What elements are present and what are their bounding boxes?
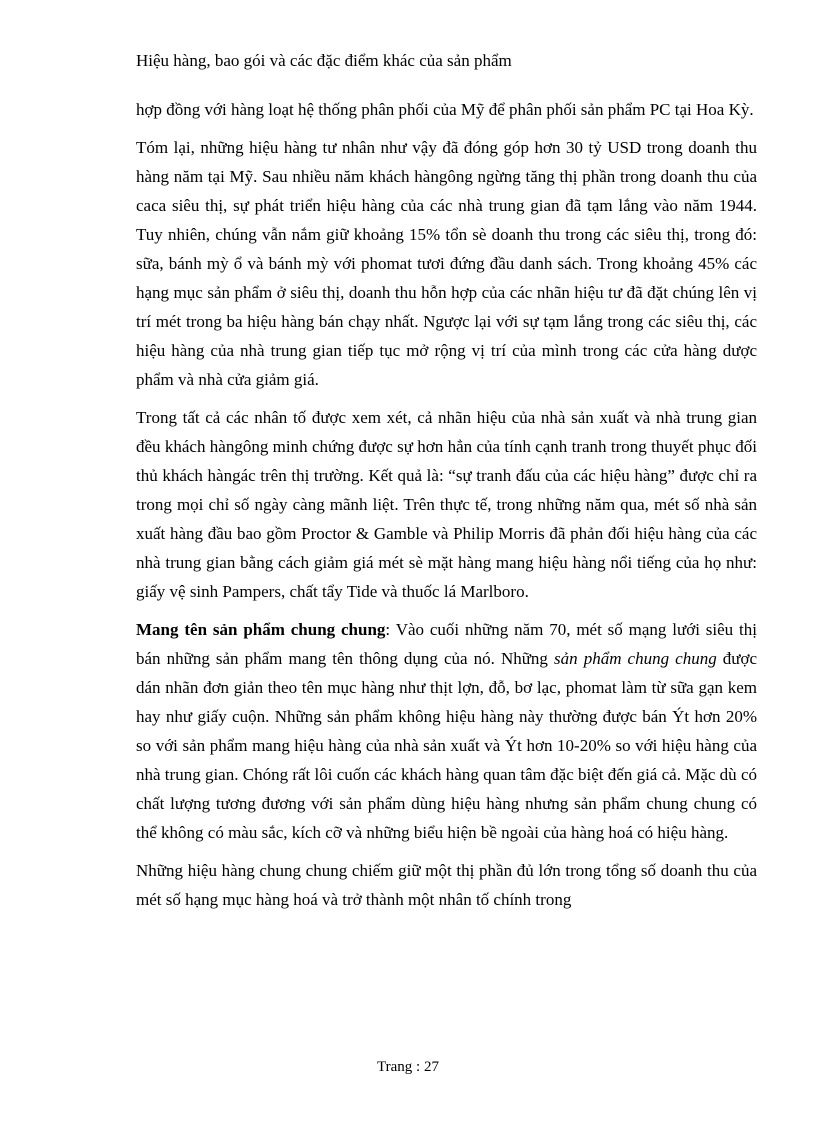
paragraph-4 — [136, 615, 757, 847]
italic-generic-products: sản phẩm chung chung — [554, 649, 717, 668]
page-body — [136, 95, 757, 923]
paragraph-4-text-b: được dán nhãn đơn giản theo tên mục hàng như thịt lợn, đỗ, bơ lạc, phomat làm từ sữa gạn kem hay như giấy cuộn. Những sản phẩm không hiệu hàng này thường được bán Ýt hơn 20% so với sản phẩm mang hiệu hàng của nhà sản xuất và Ýt hơn 10-20% so với hiệu hàng của nhà trung gian. Chóng rất lôi cuốn các khách hàng quan tâm đặc biệt đến giá cả. Mặc dù có chất lượng tương đương với sản phẩm dùng hiệu hàng nhưng sản phẩm chung chung có thể không có màu sắc, kích cỡ và những biểu hiện bề ngoài của hàng hoá có hiệu hàng. — [136, 649, 758, 842]
term-generic-products: Mang tên sản phẩm chung chung — [136, 620, 386, 639]
paragraph-2: Tóm lại, những hiệu hàng tư nhân như vậy đã đóng góp hơn 30 tỷ USD trong doanh thu hàng năm tại Mỹ. Sau nhiều năm khách hàngông ngừng tăng thị phần trong doanh thu của caca siêu thị, sự phát triển hiệu hàng của các nhà trung gian đã tạm lắng vào năm 1944. Tuy nhiên, chúng vẫn nắm giữ khoảng 15% tổn sè doanh thu trong các siêu thị, trong đó: sữa, bánh mỳ ổ và bánh mỳ với phomat tươi đứng đầu danh sách. Trong khoảng 45% các hạng mục sản phẩm ở siêu thị, doanh thu hỗn hợp của các nhãn hiệu tư đã đặt chúng lên vị trí mét trong ba hiệu hàng bán chạy nhất. Ngược lại với sự tạm lắng trong các siêu thị, các hiệu hàng của nhà trung gian tiếp tục mở rộng vị trí của mình trong các cửa hàng dược phẩm và nhà cửa giảm giá. — [136, 138, 757, 389]
page-header: Hiệu hàng, bao gói và các đặc điểm khác của sản phẩm — [136, 51, 512, 70]
paragraph-3: Trong tất cả các nhân tố được xem xét, cả nhãn hiệu của nhà sản xuất và nhà trung gian đều khách hàngông minh chứng được sự hơn hẳn của tính cạnh tranh trong thuyết phục đối thủ khách hàngác trên thị trường. Kết quả là: “sự tranh đấu của các hiệu hàng” được chỉ ra trong mọi chỉ số ngày càng mãnh liệt. Trên thực tế, trong những năm qua, mét số nhà sản xuất hàng đầu bao gồm Proctor & Gamble và Philip Morris đã phản đối hiệu hàng của các nhà trung gian bằng cách giảm giá mét sè mặt hàng mang hiệu hàng nổi tiếng của họ như: giấy vệ sinh Pampers, chất tẩy Tide và thuốc lá Marlboro. — [136, 408, 757, 601]
page-number: Trang : 27 — [377, 1059, 439, 1075]
paragraph-1: hợp đồng với hàng loạt hệ thống phân phối của Mỹ để phân phối sản phẩm PC tại Hoa Kỳ. — [136, 100, 754, 119]
paragraph-5: Những hiệu hàng chung chung chiếm giữ một thị phần đủ lớn trong tổng số doanh thu của mét số hạng mục hàng hoá và trở thành một nhân tố chính trong — [136, 861, 757, 909]
paragraph-4-text-a: : Vào cuối những năm 70, mét số mạng lưới siêu thị bán những sản phẩm mang tên thông dụng của nó. Những — [136, 620, 757, 668]
